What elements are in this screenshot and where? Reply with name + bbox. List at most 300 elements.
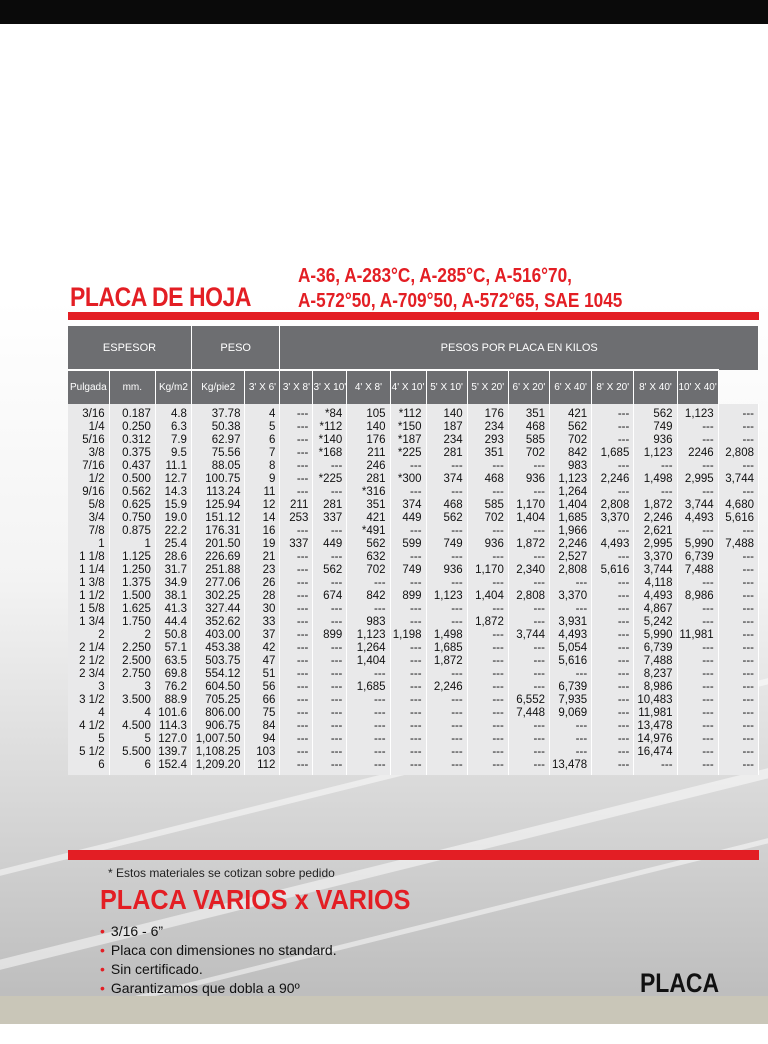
column-header: 4' X 10' <box>390 370 426 404</box>
table-cell: 88.9 <box>155 694 191 707</box>
table-cell: --- <box>467 551 508 564</box>
table-cell: 4 <box>245 404 280 421</box>
table-cell: 30 <box>245 603 280 616</box>
table-cell: --- <box>508 525 549 538</box>
spec-line: A-572°50, A-709°50, A-572°65, SAE 1045 <box>298 290 623 312</box>
table-cell: 351 <box>508 404 549 421</box>
table-cell: --- <box>313 603 347 616</box>
table-cell: 749 <box>634 421 677 434</box>
table-cell: --- <box>677 694 718 707</box>
table-cell: 351 <box>347 499 390 512</box>
feature-item <box>100 979 337 998</box>
table-cell: 84 <box>245 720 280 733</box>
table-cell: --- <box>390 642 426 655</box>
table-cell: 9 <box>245 473 280 486</box>
table-cell: 62.97 <box>191 434 245 447</box>
table-cell: 936 <box>426 564 467 577</box>
table-cell: 140 <box>347 421 390 434</box>
table-cell: --- <box>677 668 718 681</box>
table-cell: 3,744 <box>634 564 677 577</box>
table-cell: --- <box>280 404 313 421</box>
table-cell: 187 <box>426 421 467 434</box>
table-cell: 6 <box>245 434 280 447</box>
table-row <box>68 421 759 434</box>
table-cell: 468 <box>508 421 549 434</box>
table-cell: 2 <box>109 629 155 642</box>
table-cell: --- <box>718 681 758 694</box>
table-cell: --- <box>592 759 634 775</box>
table-cell: 3/8 <box>68 447 109 460</box>
table-cell: --- <box>592 577 634 590</box>
table-cell: 4,680 <box>718 499 758 512</box>
table-cell: 101.6 <box>155 707 191 720</box>
table-cell: --- <box>718 629 758 642</box>
table-cell: --- <box>677 460 718 473</box>
table-cell: 1,209.20 <box>191 759 245 775</box>
table-cell: *84 <box>313 404 347 421</box>
table-cell: 842 <box>550 447 592 460</box>
column-header: Pulgada <box>68 370 109 404</box>
table-cell: 28.6 <box>155 551 191 564</box>
table-cell: --- <box>677 746 718 759</box>
table-cell: --- <box>592 590 634 603</box>
table-cell: 28 <box>245 590 280 603</box>
table-cell: 1/2 <box>68 473 109 486</box>
table-cell: --- <box>390 733 426 746</box>
table-cell: --- <box>592 694 634 707</box>
table-cell: --- <box>467 746 508 759</box>
table-cell: --- <box>592 668 634 681</box>
table-cell: --- <box>280 655 313 668</box>
column-header: 6' X 20' <box>508 370 549 404</box>
table-cell: --- <box>718 720 758 733</box>
table-cell: 3,744 <box>718 473 758 486</box>
table-cell: 2,808 <box>508 590 549 603</box>
table-cell: 6,739 <box>550 681 592 694</box>
table-cell: 1,498 <box>634 473 677 486</box>
column-header: Kg/pie2 <box>191 370 245 404</box>
plate-weight-table <box>68 326 759 775</box>
table-cell: 1,685 <box>550 512 592 525</box>
table-cell: 1,872 <box>426 655 467 668</box>
table-cell: 1.250 <box>109 564 155 577</box>
table-cell: 449 <box>390 512 426 525</box>
table-cell: --- <box>280 681 313 694</box>
table-cell: --- <box>426 746 467 759</box>
table-cell: --- <box>592 460 634 473</box>
table-cell: 2246 <box>677 447 718 460</box>
table-cell: *168 <box>313 447 347 460</box>
table-cell: 4 <box>109 707 155 720</box>
table-cell: 4 1/2 <box>68 720 109 733</box>
page-title: PLACA DE HOJA <box>70 282 252 312</box>
bullet-icon: • <box>100 923 105 939</box>
table-cell: --- <box>313 733 347 746</box>
table-cell: 5 <box>68 733 109 746</box>
table-cell: --- <box>508 655 549 668</box>
table-cell: --- <box>280 460 313 473</box>
table-cell: 8 <box>245 460 280 473</box>
table-cell: --- <box>280 590 313 603</box>
table-cell: --- <box>313 577 347 590</box>
table-cell: --- <box>390 603 426 616</box>
table-cell: --- <box>467 460 508 473</box>
table-cell: --- <box>508 668 549 681</box>
table-cell: --- <box>677 681 718 694</box>
table-cell: --- <box>592 434 634 447</box>
table-cell: 983 <box>550 460 592 473</box>
table-cell: --- <box>508 577 549 590</box>
table-cell: --- <box>718 590 758 603</box>
material-specs <box>298 264 622 314</box>
table-cell: --- <box>313 525 347 538</box>
table-cell: 0.562 <box>109 486 155 499</box>
table-cell: 585 <box>508 434 549 447</box>
table-cell: 2,246 <box>426 681 467 694</box>
table-cell: 3/4 <box>68 512 109 525</box>
table-cell: 554.12 <box>191 668 245 681</box>
table-cell: 599 <box>390 538 426 551</box>
table-cell: 5 <box>245 421 280 434</box>
table-cell: 8,237 <box>634 668 677 681</box>
table-cell: 22.2 <box>155 525 191 538</box>
table-cell: --- <box>426 486 467 499</box>
table-cell: 21 <box>245 551 280 564</box>
table-cell: 7/8 <box>68 525 109 538</box>
table-cell: 8,986 <box>634 681 677 694</box>
table-cell: --- <box>718 759 758 775</box>
table-cell: 4,493 <box>634 590 677 603</box>
table-cell: 37 <box>245 629 280 642</box>
table-cell: 1,264 <box>347 642 390 655</box>
table-cell: --- <box>718 603 758 616</box>
table-cell: 25.4 <box>155 538 191 551</box>
table-cell: 1,123 <box>634 447 677 460</box>
table-cell: 12 <box>245 499 280 512</box>
table-cell: 1,685 <box>592 447 634 460</box>
table-row <box>68 629 759 642</box>
table-cell: *150 <box>390 421 426 434</box>
table-cell: 327.44 <box>191 603 245 616</box>
column-header: mm. <box>109 370 155 404</box>
feature-text: Placa con dimensiones no standard. <box>110 942 337 958</box>
table-cell: 453.38 <box>191 642 245 655</box>
table-cell: --- <box>508 733 549 746</box>
table-cell: 1,685 <box>347 681 390 694</box>
header-peso: PESO <box>191 326 279 370</box>
table-cell: 1,123 <box>550 473 592 486</box>
table-cell: 57.1 <box>155 642 191 655</box>
table-cell: 7,488 <box>634 655 677 668</box>
table-row <box>68 551 759 564</box>
table-cell: --- <box>467 720 508 733</box>
table-cell: 449 <box>313 538 347 551</box>
table-cell: 7,448 <box>508 707 549 720</box>
feature-text: Garantizamos que dobla a 90º <box>110 980 300 996</box>
table-cell: --- <box>508 616 549 629</box>
table-cell: 0.750 <box>109 512 155 525</box>
table-cell: 421 <box>347 512 390 525</box>
table-row <box>68 525 759 538</box>
table-cell: 7 <box>245 447 280 460</box>
table-cell: 899 <box>390 590 426 603</box>
table-cell: 936 <box>467 538 508 551</box>
table-cell: 4,493 <box>592 538 634 551</box>
table-cell: 4.8 <box>155 404 191 421</box>
table-bottom-line <box>68 850 759 860</box>
table-cell: --- <box>718 551 758 564</box>
table-cell: 3.500 <box>109 694 155 707</box>
table-cell: --- <box>426 525 467 538</box>
table-cell: 702 <box>467 512 508 525</box>
table-cell: 226.69 <box>191 551 245 564</box>
table-cell: --- <box>390 668 426 681</box>
table-cell: 1,872 <box>508 538 549 551</box>
table-cell: 10,483 <box>634 694 677 707</box>
table-row <box>68 460 759 473</box>
table-cell: --- <box>467 733 508 746</box>
table-cell: 749 <box>426 538 467 551</box>
table-cell: --- <box>718 486 758 499</box>
table-cell: --- <box>467 486 508 499</box>
table-cell: 26 <box>245 577 280 590</box>
table-cell: 936 <box>508 473 549 486</box>
table-cell: 100.75 <box>191 473 245 486</box>
table-cell: 1/4 <box>68 421 109 434</box>
table-cell: --- <box>347 759 390 775</box>
table-cell: 5 <box>109 733 155 746</box>
table-cell: --- <box>390 525 426 538</box>
table-row <box>68 681 759 694</box>
table-cell: 2,246 <box>634 512 677 525</box>
table-cell: --- <box>718 655 758 668</box>
table-cell: 1,966 <box>550 525 592 538</box>
table-cell: --- <box>313 681 347 694</box>
table-cell: 7/16 <box>68 460 109 473</box>
table-cell: --- <box>347 694 390 707</box>
table-row <box>68 694 759 707</box>
table-row <box>68 668 759 681</box>
table-cell: 2,808 <box>592 499 634 512</box>
table-row <box>68 434 759 447</box>
table-cell: 3,744 <box>677 499 718 512</box>
table-cell: 5,616 <box>550 655 592 668</box>
table-cell: --- <box>508 681 549 694</box>
table-cell: 337 <box>313 512 347 525</box>
table-cell: 562 <box>313 564 347 577</box>
table-cell: 13,478 <box>634 720 677 733</box>
table-cell: 4 <box>68 707 109 720</box>
table-cell: 632 <box>347 551 390 564</box>
column-header: 3' X 6' <box>245 370 280 404</box>
table-row <box>68 759 759 775</box>
table-cell: --- <box>426 577 467 590</box>
table-cell: --- <box>347 577 390 590</box>
table-cell: 152.4 <box>155 759 191 775</box>
table-cell: 51 <box>245 668 280 681</box>
table-cell: --- <box>718 642 758 655</box>
table-cell: 5,616 <box>718 512 758 525</box>
table-cell: --- <box>592 629 634 642</box>
table-cell: --- <box>280 564 313 577</box>
table-cell: --- <box>550 668 592 681</box>
table-cell: 503.75 <box>191 655 245 668</box>
table-cell: --- <box>280 551 313 564</box>
table-cell: 421 <box>550 404 592 421</box>
table-cell: --- <box>467 577 508 590</box>
table-cell: 16,474 <box>634 746 677 759</box>
table-cell: 1,404 <box>508 512 549 525</box>
table-cell: --- <box>426 603 467 616</box>
table-cell: 103 <box>245 746 280 759</box>
table-cell: 1,198 <box>390 629 426 642</box>
table-cell: 0.187 <box>109 404 155 421</box>
table-cell: --- <box>280 525 313 538</box>
table-cell: 1 3/4 <box>68 616 109 629</box>
table-cell: 5,990 <box>634 629 677 642</box>
column-header: 5' X 10' <box>426 370 467 404</box>
table-cell: --- <box>280 668 313 681</box>
table-cell: --- <box>592 525 634 538</box>
table-cell: --- <box>426 616 467 629</box>
table-cell: --- <box>390 694 426 707</box>
table-cell: --- <box>426 694 467 707</box>
table-cell: --- <box>592 681 634 694</box>
table-cell: --- <box>718 577 758 590</box>
table-cell: 2,995 <box>634 538 677 551</box>
column-header: 3' X 10' <box>313 370 347 404</box>
table-cell: --- <box>677 434 718 447</box>
table-cell: 56 <box>245 681 280 694</box>
table-cell: --- <box>508 603 549 616</box>
bullet-icon: • <box>100 942 105 958</box>
table-cell: 6,739 <box>634 642 677 655</box>
table-cell: 3,370 <box>550 590 592 603</box>
table-cell: --- <box>592 720 634 733</box>
table-cell: 9/16 <box>68 486 109 499</box>
table-cell: --- <box>508 720 549 733</box>
table-cell: 251.88 <box>191 564 245 577</box>
table-cell: 2,340 <box>508 564 549 577</box>
table-cell: --- <box>634 759 677 775</box>
table-cell: 14 <box>245 512 280 525</box>
table-cell: --- <box>677 707 718 720</box>
table-cell: 11 <box>245 486 280 499</box>
table-cell: --- <box>390 486 426 499</box>
table-cell: 1,685 <box>426 642 467 655</box>
table-cell: 374 <box>426 473 467 486</box>
table-cell: --- <box>718 707 758 720</box>
table-cell: --- <box>467 629 508 642</box>
table-cell: --- <box>592 486 634 499</box>
table-cell: 38.1 <box>155 590 191 603</box>
table-cell: --- <box>718 421 758 434</box>
bullet-icon: • <box>100 961 105 977</box>
table-cell: *112 <box>313 421 347 434</box>
table-cell: 281 <box>313 499 347 512</box>
table-cell: 1,872 <box>634 499 677 512</box>
table-cell: 14,976 <box>634 733 677 746</box>
table-cell: --- <box>508 746 549 759</box>
table-cell: --- <box>347 733 390 746</box>
table-cell: 44.4 <box>155 616 191 629</box>
table-cell: --- <box>508 551 549 564</box>
table-cell: 6 <box>68 759 109 775</box>
table-cell: --- <box>592 551 634 564</box>
table-cell: --- <box>550 746 592 759</box>
table-cell: --- <box>313 642 347 655</box>
table-cell: 31.7 <box>155 564 191 577</box>
table-cell: 5/16 <box>68 434 109 447</box>
table-cell: --- <box>550 720 592 733</box>
table-cell: 63.5 <box>155 655 191 668</box>
table-cell: --- <box>280 486 313 499</box>
column-header: 5' X 20' <box>467 370 508 404</box>
table-cell: --- <box>508 486 549 499</box>
table-cell: *225 <box>313 473 347 486</box>
table-cell: --- <box>313 746 347 759</box>
table-cell: 0.875 <box>109 525 155 538</box>
table-cell: --- <box>467 668 508 681</box>
table-cell: 562 <box>426 512 467 525</box>
table-cell: --- <box>390 655 426 668</box>
table-cell: --- <box>718 746 758 759</box>
table-cell: --- <box>280 759 313 775</box>
table-cell: 403.00 <box>191 629 245 642</box>
table-cell: --- <box>280 421 313 434</box>
table-cell: --- <box>347 720 390 733</box>
table-cell: --- <box>313 616 347 629</box>
table-cell: 806.00 <box>191 707 245 720</box>
table-cell: --- <box>280 746 313 759</box>
table-cell: 293 <box>467 434 508 447</box>
table-cell: --- <box>280 473 313 486</box>
table-cell: 1,170 <box>467 564 508 577</box>
table-cell: --- <box>390 707 426 720</box>
table-row <box>68 447 759 460</box>
table-cell: 4,493 <box>677 512 718 525</box>
footnote: * Estos materiales se cotizan sobre pedido <box>108 866 335 880</box>
table-cell: --- <box>390 746 426 759</box>
table-cell: 12.7 <box>155 473 191 486</box>
table-cell: 1,123 <box>347 629 390 642</box>
table-cell: 139.7 <box>155 746 191 759</box>
table-cell: --- <box>592 642 634 655</box>
table-cell: 352.62 <box>191 616 245 629</box>
section-title: PLACA VARIOS x VARIOS <box>100 884 411 915</box>
table-cell: 9.5 <box>155 447 191 460</box>
table-cell: 125.94 <box>191 499 245 512</box>
table-cell: --- <box>592 404 634 421</box>
table-cell: --- <box>467 525 508 538</box>
table-cell: --- <box>280 642 313 655</box>
table-cell: --- <box>718 733 758 746</box>
table-cell: 211 <box>280 499 313 512</box>
table-cell: 19.0 <box>155 512 191 525</box>
table-cell: 2,246 <box>550 538 592 551</box>
table-cell: 201.50 <box>191 538 245 551</box>
table-cell: 253 <box>280 512 313 525</box>
table-cell: --- <box>347 707 390 720</box>
table-cell: 42 <box>245 642 280 655</box>
table-cell: 4,867 <box>634 603 677 616</box>
table-cell: --- <box>467 759 508 775</box>
table-cell: --- <box>280 733 313 746</box>
table-cell: 277.06 <box>191 577 245 590</box>
table-cell: 9,069 <box>550 707 592 720</box>
table-row <box>68 473 759 486</box>
table-cell: --- <box>280 447 313 460</box>
